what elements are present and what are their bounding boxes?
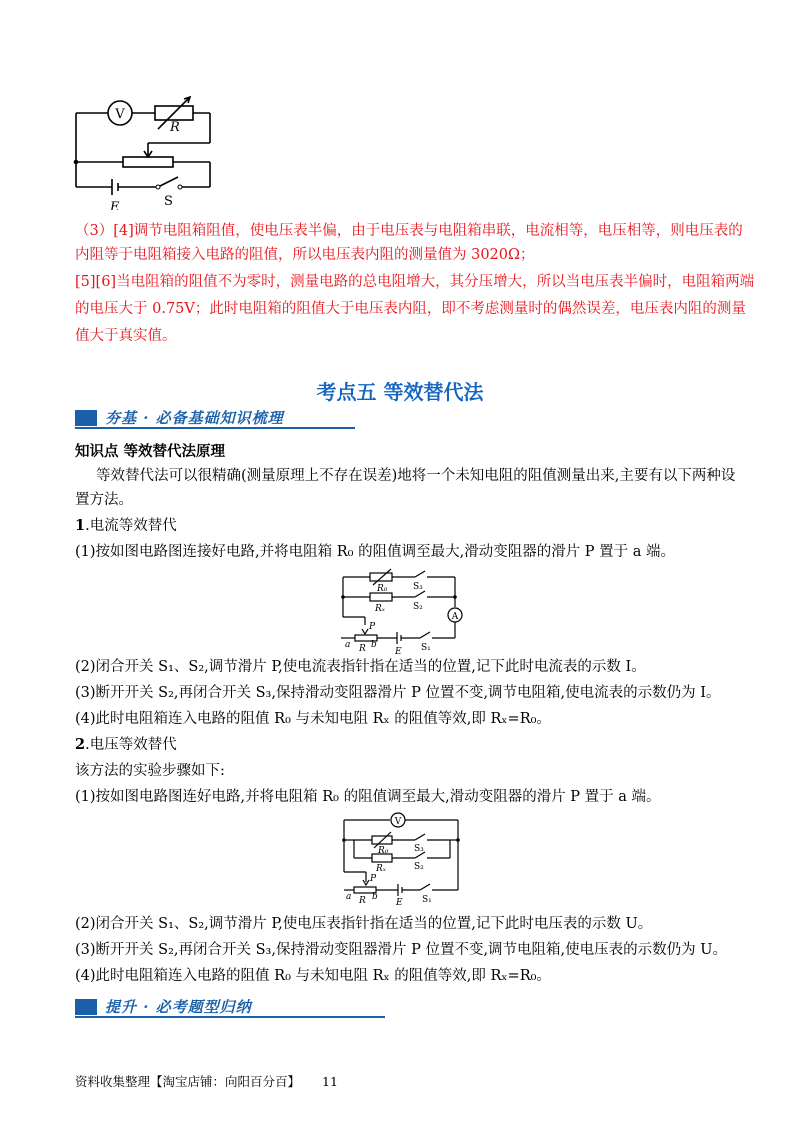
heading-current-substitution (75, 516, 735, 536)
answer-line-1: （3）[4]调节电阻箱阻值，使电压表半偏，由于电压表与电阻箱串联，电流相等，电压相等，则电压表的 (75, 223, 743, 239)
heading-1-text: .电流等效替代 (85, 518, 177, 534)
answer-line-3: [5][6]当电阻箱的阻值不为零时，测量电路的总电阻增大，其分压增大，所以当电压表半偏时，电阻箱两端 (75, 274, 755, 290)
fig2-rx-label: Rₓ (375, 604, 385, 614)
voltage-step-3: (3)断开开关 S₂,再闭合开关 S₃,保持滑动变阻器滑片 P 位置不变,调节电阻箱,使电压表的示数仍为 U。 (75, 942, 727, 958)
fig3-s3-label: S₃ (414, 844, 424, 854)
current-step-1: (1)按如图电路图连接好电路,并将电阻箱 R₀ 的阻值调至最大,滑动变阻器的滑片 P 置于 a 端。 (75, 544, 676, 560)
heading-voltage-substitution (75, 735, 735, 755)
fig3-meter-label: V (394, 817, 402, 827)
fig2-s1-label: S₁ (421, 643, 431, 653)
fig3-p-label: P (370, 874, 377, 884)
fig2-r0-label: R₀ (377, 584, 388, 594)
fig2-e-label: E (395, 647, 402, 655)
fig3-a-label: a (346, 892, 352, 902)
fig2-s2-label: S₂ (413, 602, 423, 612)
fig2-b-label: b (371, 640, 377, 650)
fig3-s2-label: S₂ (414, 862, 424, 872)
fig1-rheostat-label: R (170, 120, 180, 135)
banner-advanced (75, 996, 385, 1018)
fig3-e-label: E (396, 898, 403, 905)
page-number: 11 (322, 1074, 338, 1089)
fig3-r0-label: R₀ (378, 846, 389, 856)
fig3-b-label: b (372, 892, 378, 902)
voltage-intro: 该方法的实验步骤如下: (75, 763, 225, 779)
banner-basics (75, 407, 355, 429)
intro-line-2: 置方法。 (75, 492, 133, 508)
section-title: 考点五 等效替代法 (316, 380, 484, 404)
voltage-step-1: (1)按如图电路图连好电路,并将电阻箱 R₀ 的阻值调至最大,滑动变阻器的滑片 P 置于 a 端。 (75, 789, 661, 805)
fig2-a-label: a (345, 640, 351, 650)
current-step-3: (3)断开开关 S₂,再闭合开关 S₃,保持滑动变阻器滑片 P 位置不变,调节电阻箱,使电流表的示数仍为 I。 (75, 685, 721, 701)
banner-basics-label: 夯基 · 必备基础知识梳理 (105, 409, 284, 427)
answer-line-2: 内阻等于电阻箱接入电路的阻值，所以电压表内阻的测量值为 3020Ω； (75, 247, 535, 263)
fig2-s3-label: S₃ (413, 582, 423, 592)
fig1-switch-label: S (164, 194, 173, 209)
page-footer (75, 1072, 338, 1090)
fig2-r-label: R (359, 644, 366, 654)
heading-1-number: 1 (75, 517, 86, 534)
fig1-meter-label: V (115, 107, 125, 122)
heading-2-text: .电压等效替代 (85, 737, 177, 753)
intro-line-1: 等效替代法可以很精确(测量原理上不存在误差)地将一个未知电阻的阻值测量出来,主要有以下两种设 (96, 468, 736, 484)
current-step-2: (2)闭合开关 S₁、S₂,调节滑片 P,使电流表指针指在适当的位置,记下此时电流表的示数 I。 (75, 659, 646, 675)
fig3-rx-label: Rₓ (376, 864, 386, 874)
circuit-diagram-3 (340, 810, 465, 905)
voltage-step-4: (4)此时电阻箱连入电路的阻值 R₀ 与未知电阻 Rₓ 的阻值等效,即 Rₓ=R₀。 (75, 968, 551, 984)
fig3-s1-label: S₁ (422, 895, 432, 905)
fig2-p-label: P (369, 622, 376, 632)
footer-text: 资料收集整理【淘宝店铺：向阳百分百】 (75, 1074, 301, 1089)
answer-line-4: 的电压大于 0.75V；此时电阻箱的阻值大于电压表内阻，即不考虑测量时的偶然误差，电压表内阻的测量 (75, 301, 746, 317)
answer-line-5: 值大于真实值。 (75, 328, 177, 344)
circuit-diagram-2 (335, 565, 470, 655)
knowledge-point-title: 知识点 等效替代法原理 (75, 443, 226, 460)
circuit-diagram-1 (70, 95, 220, 210)
fig2-meter-label: A (451, 612, 459, 622)
heading-2-number: 2 (75, 736, 86, 753)
voltage-step-2: (2)闭合开关 S₁、S₂,调节滑片 P,使电压表指针指在适当的位置,记下此时电压表的示数 U。 (75, 916, 653, 932)
fig1-battery-label: E (110, 200, 120, 210)
current-step-4: (4)此时电阻箱连入电路的阻值 R₀ 与未知电阻 Rₓ 的阻值等效,即 Rₓ=R₀。 (75, 711, 551, 727)
banner-advanced-label: 提升 · 必考题型归纳 (105, 998, 252, 1016)
fig3-r-label: R (359, 896, 366, 905)
